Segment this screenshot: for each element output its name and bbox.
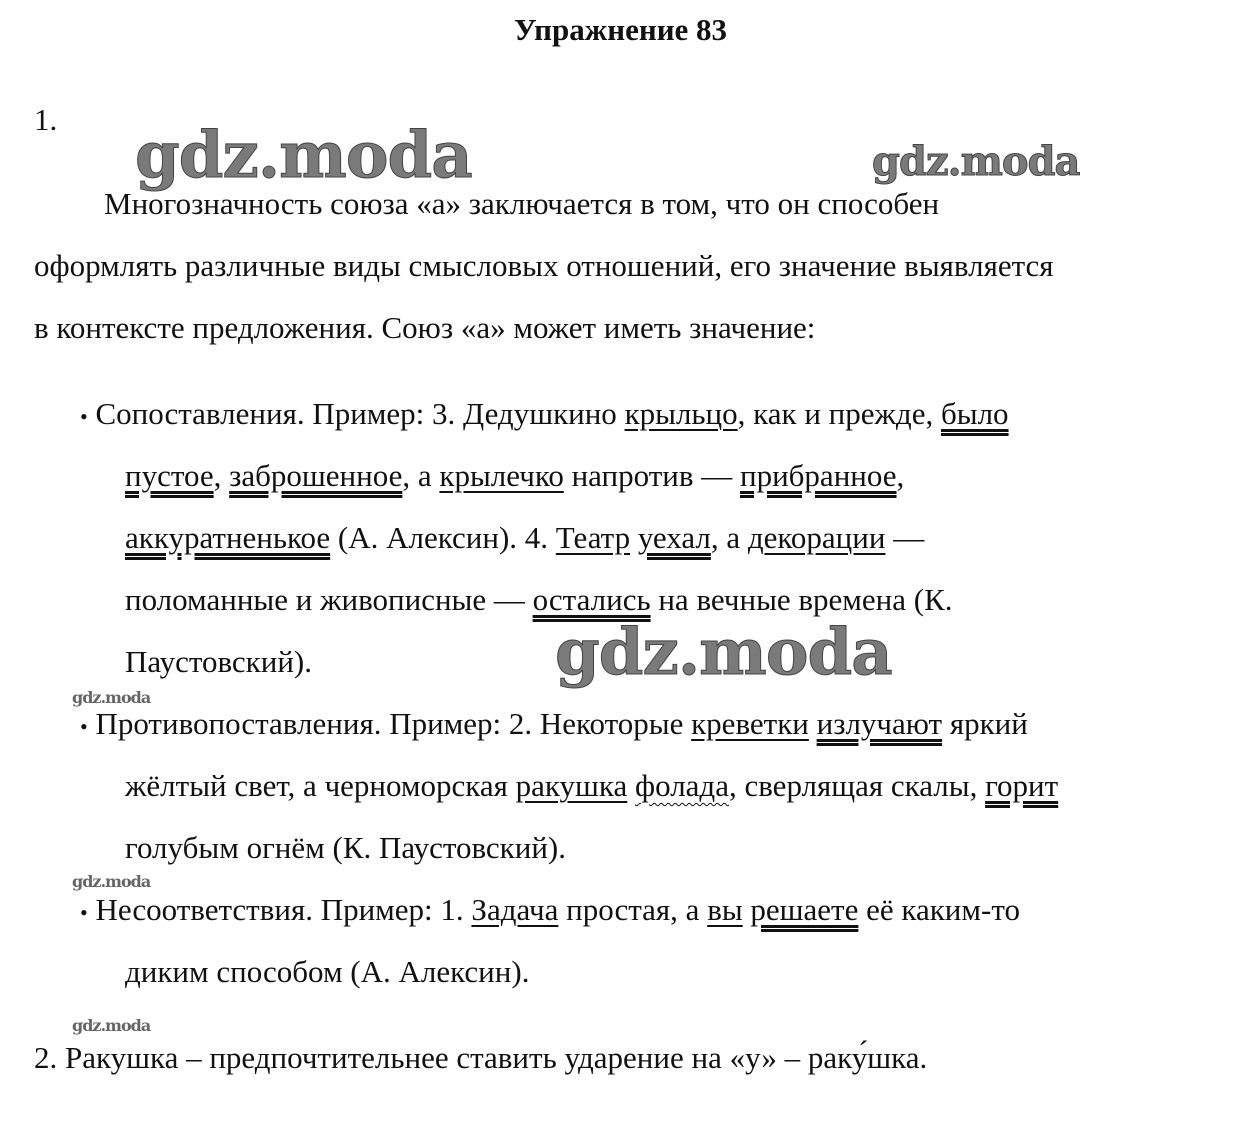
text-span: , bbox=[213, 458, 230, 493]
bullet-2-line-1 bbox=[80, 706, 1028, 742]
predicate-word: аккуратненькое bbox=[125, 520, 331, 555]
predicate-word: прибранное bbox=[739, 458, 897, 493]
subject-word: вы bbox=[707, 892, 743, 927]
predicate-word: решаете bbox=[750, 892, 859, 927]
text-span bbox=[627, 768, 635, 803]
text-span: Противопоставления. Пример: 2. Некоторые bbox=[95, 706, 692, 741]
bullet-2-line-2 bbox=[125, 768, 1058, 804]
item-1-marker: 1. bbox=[34, 102, 58, 137]
watermark-small: gdz.moda bbox=[72, 1016, 151, 1035]
intro-line-3: в контексте предложения. Союз «а» может иметь значение: bbox=[34, 310, 816, 345]
watermark-small: gdz.moda bbox=[72, 688, 151, 707]
text-span: , как и прежде, bbox=[737, 396, 941, 431]
text-span: , bbox=[896, 458, 905, 493]
bullet-marker: • bbox=[80, 404, 88, 429]
intro-line-1: Многозначность союза «а» заключается в том, что он способен bbox=[104, 186, 940, 221]
watermark-large: gdz.moda bbox=[135, 118, 472, 193]
predicate-word: уехал bbox=[637, 520, 711, 555]
text-span: поломанные и живописные — bbox=[125, 582, 533, 617]
text-span: простая, а bbox=[558, 892, 708, 927]
bullet-2-line-3: голубым огнём (К. Паустовский). bbox=[125, 830, 566, 865]
text-span bbox=[809, 706, 817, 741]
text-span: напротив — bbox=[563, 458, 740, 493]
text-span: — bbox=[885, 520, 925, 555]
bullet-1-line-4 bbox=[125, 582, 953, 618]
bullet-marker: • bbox=[80, 900, 88, 925]
bullet-1-line-3 bbox=[125, 520, 924, 556]
bullet-3-line-1 bbox=[80, 892, 1020, 928]
predicate-word: излучают bbox=[816, 706, 943, 741]
text-span: её каким-то bbox=[858, 892, 1020, 927]
item-2-line: 2. Ракушка – предпочтительнее ставить ударение на «у» – раку́шка. bbox=[34, 1040, 928, 1075]
predicate-word: остались bbox=[532, 582, 651, 617]
watermark-small: gdz.moda bbox=[72, 872, 151, 891]
text-span: яркий bbox=[942, 706, 1028, 741]
text-span: Несоответствия. Пример: 1. bbox=[95, 892, 472, 927]
page-title: Упражнение 83 bbox=[513, 12, 728, 47]
subject-word: Задача bbox=[471, 892, 559, 927]
bullet-1-line-2 bbox=[125, 458, 904, 494]
bullet-1-line-1 bbox=[80, 396, 1009, 432]
predicate-word: заброшенное bbox=[229, 458, 403, 493]
predicate-word: горит bbox=[985, 768, 1059, 803]
predicate-word: пустое bbox=[125, 458, 214, 493]
text-span: , сверлящая скалы, bbox=[728, 768, 986, 803]
text-span: , а bbox=[402, 458, 440, 493]
text-span: на вечные времена (К. bbox=[650, 582, 953, 617]
text-span: (А. Алексин). 4. bbox=[330, 520, 556, 555]
bullet-marker: • bbox=[80, 714, 88, 739]
text-span: , а bbox=[710, 520, 748, 555]
predicate-word: было bbox=[940, 396, 1009, 431]
subject-word: Театр bbox=[555, 520, 631, 555]
bullet-3-line-2: диким способом (А. Алексин). bbox=[125, 954, 530, 989]
text-span: жёлтый свет, а черноморская bbox=[125, 768, 516, 803]
subject-word: декорации bbox=[747, 520, 886, 555]
subject-word: ракушка bbox=[515, 768, 628, 803]
subject-word: крылечко bbox=[439, 458, 564, 493]
intro-line-2: оформлять различные виды смысловых отношений, его значение выявляется bbox=[34, 248, 1054, 283]
text-span bbox=[630, 520, 638, 555]
watermark-medium: gdz.moda bbox=[872, 138, 1080, 185]
text-span: Сопоставления. Пример: 3. Дедушкино bbox=[95, 396, 625, 431]
bullet-1-line-5: Паустовский). bbox=[125, 644, 312, 679]
watermark-large: gdz.moda bbox=[555, 615, 892, 690]
subject-word: крыльцо bbox=[624, 396, 738, 431]
apposition-word: фолада bbox=[635, 768, 729, 803]
subject-word: креветки bbox=[691, 706, 809, 741]
